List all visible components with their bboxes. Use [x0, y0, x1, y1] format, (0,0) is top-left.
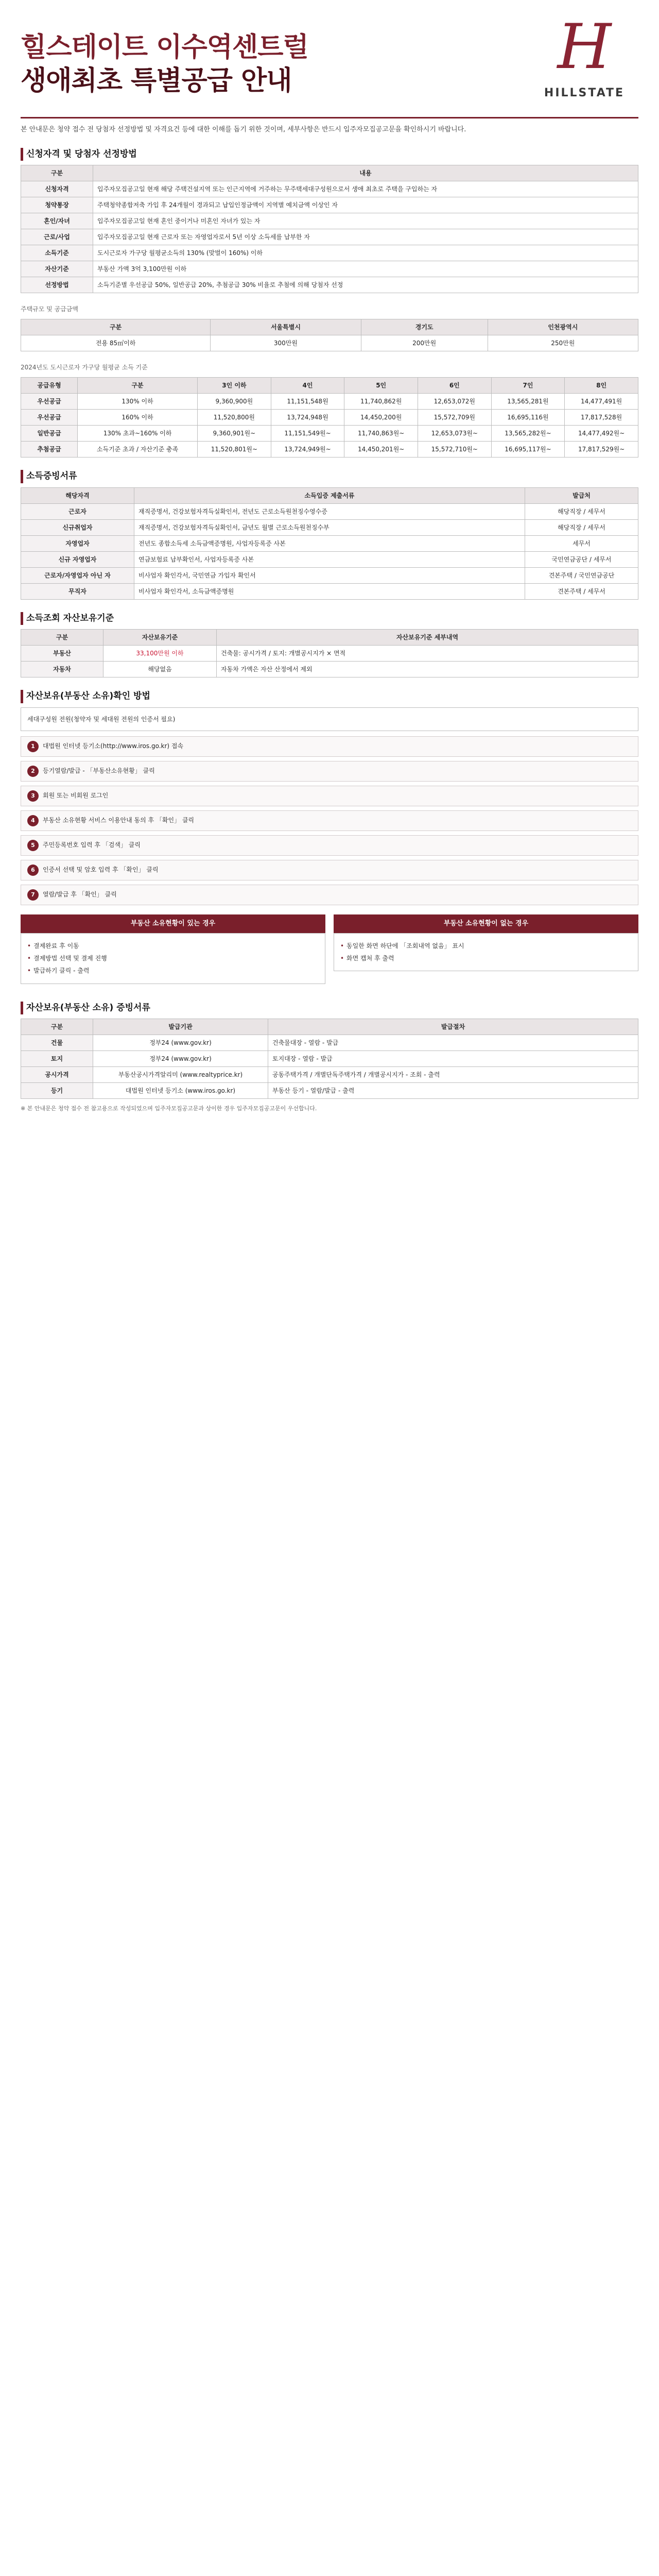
table-cell: 정부24 (www.gov.kr) [93, 1051, 268, 1067]
col-header-content: 내용 [93, 165, 638, 181]
logo-wordmark: HILLSTATE [544, 87, 625, 99]
table-cell: 해당직장 / 세무서 [525, 503, 638, 519]
table-cell: 부동산공시가격알리미 (www.realtyprice.kr) [93, 1067, 268, 1083]
table-cell: 12,653,072원 [418, 394, 491, 410]
table-row [21, 551, 638, 567]
col-header-kind: 구분 [21, 165, 93, 181]
table-cell: 12,653,073원~ [418, 426, 491, 442]
table-cell: 전용 85㎡이하 [21, 335, 211, 351]
step-number: 3 [27, 790, 39, 802]
footer-note: ※ 본 안내문은 청약 접수 전 참고용으로 작성되었으며 입주자모집공고문과 상이한 경우 입주자모집공고문이 우선합니다. [21, 1105, 317, 1112]
table-cell: 14,450,200원 [344, 410, 418, 426]
table-cell: 신규취업자 [21, 519, 134, 535]
row-text: 소득기준별 우선공급 50%, 일반공급 20%, 추첨공급 30% 비율로 추첨에 의해 당첨자 선정 [93, 277, 638, 293]
table-row [21, 181, 638, 197]
table-row [21, 197, 638, 213]
table-cell: 등기 [21, 1083, 93, 1099]
table-row [21, 213, 638, 229]
table-cell: 건축물: 공시가격 / 토지: 개별공시지가 × 면적 [217, 646, 638, 662]
col-header: 경기도 [361, 319, 488, 335]
step-number: 1 [27, 741, 39, 752]
table-cell: 재직증명서, 건강보험자격득실확인서, 전년도 근로소득원천징수영수증 [134, 503, 525, 519]
asset-result-columns [21, 914, 638, 989]
col-header: 구분 [21, 1019, 93, 1035]
table-cell: 비사업자 확인각서, 소득금액증명원 [134, 583, 525, 599]
table-cell: 해당직장 / 세무서 [525, 519, 638, 535]
section-title-asset-criteria: 소득조회 자산보유기준 [21, 612, 638, 625]
table-cell: 11,520,801원~ [198, 442, 271, 457]
row-label: 선정방법 [21, 277, 93, 293]
list-item: • 발급하기 클릭 - 출력 [27, 964, 319, 977]
table-row [21, 535, 638, 551]
table-cell: 14,477,492원~ [565, 426, 638, 442]
column-heading: 부동산 소유현황이 없는 경우 [334, 914, 638, 933]
table-cell: 근로자/자영업자 아닌 자 [21, 567, 134, 583]
table-cell: 14,477,491원 [565, 394, 638, 410]
row-text: 입주자모집공고일 현재 혼인 중이거나 미혼인 자녀가 있는 자 [93, 213, 638, 229]
table-row [21, 583, 638, 599]
row-label: 근로/사업 [21, 229, 93, 245]
step-number: 2 [27, 766, 39, 777]
table-cell: 13,565,281원 [491, 394, 565, 410]
table-cell: 130% 초과~160% 이하 [78, 426, 198, 442]
asset-check-steps [21, 736, 638, 905]
table-cell: 9,360,900원 [198, 394, 271, 410]
col-header: 발급절차 [268, 1019, 638, 1035]
table-row [21, 519, 638, 535]
table-cell: 연금보험료 납부확인서, 사업자등록증 사본 [134, 551, 525, 567]
table-cell: 200만원 [361, 335, 488, 351]
row-label: 신청자격 [21, 181, 93, 197]
table-cell: 재직증명서, 건강보험자격득실확인서, 금년도 월별 근로소득원천징수부 [134, 519, 525, 535]
table-cell: 14,450,201원~ [344, 442, 418, 457]
step-item [21, 786, 638, 806]
hillstate-logo [535, 10, 633, 108]
table-cell: 11,151,548원 [271, 394, 344, 410]
table-cell: 부동산 등기 - 열람/발급 - 출력 [268, 1083, 638, 1099]
table-cell: 15,572,709원 [418, 410, 491, 426]
col-header: 인천광역시 [488, 319, 638, 335]
table-cell: 33,100만원 이하 [103, 646, 217, 662]
col-header: 4인 [271, 378, 344, 394]
table-row [21, 567, 638, 583]
table-cell: 13,724,949원~ [271, 442, 344, 457]
col-header: 공급유형 [21, 378, 78, 394]
col-header: 서울특별시 [211, 319, 361, 335]
col-header: 3인 이하 [198, 378, 271, 394]
table-cell: 대법원 인터넷 등기소 (www.iros.go.kr) [93, 1083, 268, 1099]
table-cell: 근로자 [21, 503, 134, 519]
table-row [21, 503, 638, 519]
page-title [21, 31, 308, 98]
col-header: 해당자격 [21, 487, 134, 503]
table-cell: 건축물대장 - 열람 - 발급 [268, 1035, 638, 1051]
step-text: 회원 또는 비회원 로그인 [43, 792, 109, 800]
table-row [21, 442, 638, 457]
table-row [21, 1051, 638, 1067]
table-cell: 전년도 종합소득세 소득금액증명원, 사업자등록증 사본 [134, 535, 525, 551]
table-cell: 견본주택 / 국민연금공단 [525, 567, 638, 583]
asset-no-column [334, 914, 638, 989]
table-cell: 300만원 [211, 335, 361, 351]
table-cell: 자영업자 [21, 535, 134, 551]
step-number: 7 [27, 889, 39, 901]
notice-text: 본 안내문은 청약 접수 전 당첨자 선정방법 및 자격요건 등에 대한 이해를 돕기 위한 것이며, 세부사항은 반드시 입주자모집공고문을 확인하시기 바랍니다. [21, 126, 466, 133]
table-cell: 11,740,862원 [344, 394, 418, 410]
column-body [21, 933, 325, 984]
section-title-income-docs: 소득증빙서류 [21, 470, 638, 483]
table-cell: 무직자 [21, 583, 134, 599]
list-item: • 결제완료 후 이동 [27, 940, 319, 952]
step-text: 부동산 소유현황 서비스 이용안내 동의 후 「확인」 클릭 [43, 817, 195, 824]
table-cell: 견본주택 / 세무서 [525, 583, 638, 599]
table-row [21, 1083, 638, 1099]
row-label: 소득기준 [21, 245, 93, 261]
income-table [21, 377, 638, 457]
col-header: 7인 [491, 378, 565, 394]
row-label: 청약통장 [21, 197, 93, 213]
step-text: 열람/발급 후 「확인」 클릭 [43, 891, 117, 899]
table-cell: 15,572,710원~ [418, 442, 491, 457]
header [21, 0, 638, 118]
list-item: • 결제방법 선택 및 결제 진행 [27, 952, 319, 964]
col-header: 자산보유기준 세부내역 [217, 630, 638, 646]
col-header: 발급기관 [93, 1019, 268, 1035]
step-item [21, 885, 638, 905]
column-heading: 부동산 소유현황이 있는 경우 [21, 914, 325, 933]
list-item: • 화면 캡처 후 출력 [340, 952, 632, 964]
row-text: 입주자모집공고일 현재 해당 주택건설지역 또는 인근지역에 거주하는 무주택세대구성원으로서 생애 최초로 주택을 구입하는 자 [93, 181, 638, 197]
table-row [21, 394, 638, 410]
table-cell: 세무서 [525, 535, 638, 551]
table-row [21, 261, 638, 277]
row-text: 입주자모집공고일 현재 근로자 또는 자영업자로서 5년 이상 소득세를 납부한 자 [93, 229, 638, 245]
table-cell: 우선공급 [21, 410, 78, 426]
asset-check-intro: 세대구성원 전원(청약자 및 세대원 전원의 인증서 필요) [21, 707, 638, 731]
table-row [21, 426, 638, 442]
step-item [21, 810, 638, 831]
row-label: 자산기준 [21, 261, 93, 277]
income-table-title: 2024년도 도시근로자 가구당 월평균 소득 기준 [21, 364, 148, 371]
table-cell: 250만원 [488, 335, 638, 351]
col-header: 소득입증 제출서류 [134, 487, 525, 503]
step-text: 대법원 인터넷 등기소(http://www.iros.go.kr) 접속 [43, 742, 184, 750]
table-cell: 소득기준 초과 / 자산기준 충족 [78, 442, 198, 457]
table-row [21, 662, 638, 677]
step-number: 4 [27, 815, 39, 826]
table-cell: 건물 [21, 1035, 93, 1051]
table-row [21, 277, 638, 293]
col-header: 구분 [78, 378, 198, 394]
step-text: 인증서 선택 및 암호 입력 후 「확인」 클릭 [43, 866, 159, 874]
table-row [21, 229, 638, 245]
col-header: 자산보유기준 [103, 630, 217, 646]
col-header: 구분 [21, 630, 103, 646]
table-cell: 토지 [21, 1051, 93, 1067]
table-cell: 추첨공급 [21, 442, 78, 457]
title-line1: 힐스테이트 이수역센트럴 [21, 32, 308, 63]
table-cell: 자동차 가액은 자산 산정에서 제외 [217, 662, 638, 677]
step-number: 6 [27, 865, 39, 876]
col-header: 5인 [344, 378, 418, 394]
step-text: 등기열람/발급 - 「부동산소유현황」 클릭 [43, 767, 155, 775]
title-line2: 생애최초 특별공급 안내 [21, 65, 292, 96]
table-row [21, 245, 638, 261]
col-header: 8인 [565, 378, 638, 394]
row-label: 혼인/자녀 [21, 213, 93, 229]
page [0, 0, 659, 1145]
table-cell: 160% 이하 [78, 410, 198, 426]
table-cell: 부동산 [21, 646, 103, 662]
column-body [334, 933, 638, 972]
price-table [21, 319, 638, 351]
table-row [21, 335, 638, 351]
section-title-asset-docs: 자산보유(부동산 소유) 증빙서류 [21, 1002, 638, 1015]
table-cell: 17,817,529원~ [565, 442, 638, 457]
table-cell: 13,565,282원~ [491, 426, 565, 442]
row-text: 도시근로자 가구당 월평균소득의 130% (맞벌이 160%) 이하 [93, 245, 638, 261]
row-text: 주택청약종합저축 가입 후 24개월이 경과되고 납입인정금액이 지역별 예치금액 이상인 자 [93, 197, 638, 213]
table-row [21, 1067, 638, 1083]
income-docs-table [21, 487, 638, 600]
step-item [21, 860, 638, 880]
eligibility-table [21, 165, 638, 293]
table-cell: 11,151,549원~ [271, 426, 344, 442]
table-cell: 자동차 [21, 662, 103, 677]
table-cell: 정부24 (www.gov.kr) [93, 1035, 268, 1051]
table-cell: 16,695,116원 [491, 410, 565, 426]
col-header: 구분 [21, 319, 211, 335]
table-row [21, 646, 638, 662]
table-cell: 17,817,528원 [565, 410, 638, 426]
table-cell: 공시가격 [21, 1067, 93, 1083]
table-cell: 공동주택가격 / 개별단독주택가격 / 개별공시지가 - 조회 - 출력 [268, 1067, 638, 1083]
section-title-eligibility: 신청자격 및 당첨자 선정방법 [21, 148, 638, 161]
table-row [21, 410, 638, 426]
col-header: 발급처 [525, 487, 638, 503]
table-cell: 9,360,901원~ [198, 426, 271, 442]
table-cell: 우선공급 [21, 394, 78, 410]
table-cell: 11,740,863원~ [344, 426, 418, 442]
table-cell: 국민연금공단 / 세무서 [525, 551, 638, 567]
table-cell: 해당없음 [103, 662, 217, 677]
table-cell: 신규 자영업자 [21, 551, 134, 567]
step-item [21, 736, 638, 757]
table-cell: 11,520,800원 [198, 410, 271, 426]
table-cell: 13,724,948원 [271, 410, 344, 426]
asset-criteria-table [21, 629, 638, 677]
step-item [21, 761, 638, 782]
table-cell: 일반공급 [21, 426, 78, 442]
asset-docs-table [21, 1019, 638, 1099]
col-header: 6인 [418, 378, 491, 394]
table-cell: 16,695,117원~ [491, 442, 565, 457]
table-cell: 비사업자 확인각서, 국민연금 가입자 확인서 [134, 567, 525, 583]
section-title-asset-check: 자산보유(부동산 소유)확인 방법 [21, 690, 638, 703]
step-number: 5 [27, 840, 39, 851]
table-cell: 토지대장 - 열람 - 발급 [268, 1051, 638, 1067]
table-cell: 130% 이하 [78, 394, 198, 410]
list-item: • 동일한 화면 하단에 「조회내역 없음」 표시 [340, 940, 632, 952]
table-row [21, 1035, 638, 1051]
price-table-title: 주택규모 및 공급금액 [21, 306, 78, 313]
asset-yes-column [21, 914, 325, 989]
logo-mark-icon: H [557, 11, 612, 83]
step-item [21, 835, 638, 856]
row-text: 부동산 가액 3억 3,100만원 이하 [93, 261, 638, 277]
step-text: 주민등록번호 입력 후 「검색」 클릭 [43, 841, 141, 849]
